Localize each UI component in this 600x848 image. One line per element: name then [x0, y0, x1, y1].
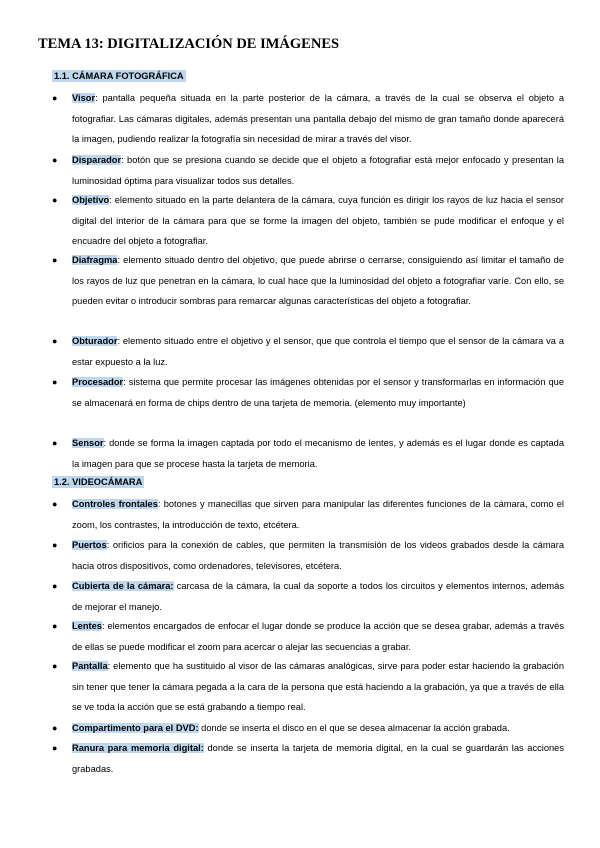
list-item	[52, 331, 564, 372]
item-description: donde se inserta la tarjeta de memoria digital, en la cual se guardarán las acciones grabadas.	[72, 743, 565, 774]
list-item	[52, 190, 564, 252]
term-label: Obturador	[72, 336, 118, 346]
bullet-icon: ●	[52, 540, 58, 550]
page-title: TEMA 13: DIGITALIZACIÓN DE IMÁGENES	[38, 36, 340, 52]
item-description: : donde se forma la imagen captada por todo el mecanismo de lentes, y además es el lugar donde es captada la imagen para que se procese hasta la tarjeta de memoria.	[72, 438, 564, 469]
bullet-icon: ●	[52, 743, 58, 753]
bullet-icon: ●	[52, 377, 58, 387]
item-description: : botón que se presiona cuando se decide que el objeto a fotografiar está mejor enfocado y presentan la luminosidad óptima para visualizar todos sus detalles.	[72, 155, 564, 186]
list-item	[52, 250, 564, 312]
bullet-icon: ●	[52, 499, 58, 509]
term-label: Procesador	[72, 377, 124, 387]
bullet-icon: ●	[52, 336, 58, 346]
bullet-icon: ●	[52, 93, 58, 103]
item-description: : elementos encargados de enfocar el lugar donde se produce la acción que se desea grabar, además a través de ellas se puede modificar el zoom para acercar o alejar las secuencias a grabar.	[72, 621, 564, 652]
term-label: Compartimento para el DVD:	[72, 723, 199, 733]
item-description: donde se inserta el disco en el que se desea almacenar la acción grabada.	[198, 723, 510, 733]
list-item	[52, 535, 564, 576]
item-description: : orificios para la conexión de cables, que permiten la transmisión de los videos grabados desde la cámara hacia otros dispositivos, como ordenadores, televisores, etcétera.	[72, 540, 564, 571]
bullet-icon: ●	[52, 255, 58, 265]
item-description: : sistema que permite procesar las imágenes obtenidas por el sensor y transformarlas en información que se almacenará en forma de chips dentro de una tarjeta de memoria. (elemento muy importante)	[72, 377, 564, 408]
list-item	[52, 494, 564, 535]
list-item	[52, 738, 564, 779]
list-item	[52, 433, 564, 474]
term-label: Cubierta de la cámara:	[72, 581, 174, 591]
list-item	[52, 372, 564, 413]
list-item	[52, 656, 564, 718]
item-description: : pantalla pequeña situada en la parte posterior de la cámara, a través de la cual se observa el objeto a fotografiar. Las cámaras digitales, además presentan una pantalla debajo del mismo de gran tamaño donde aparecerá la imagen, pudiendo realizar la fotografía sin necesidad de mirar a través del visor.	[72, 93, 564, 145]
term-label: Lentes	[72, 621, 102, 631]
term-label: Disparador	[72, 155, 122, 165]
item-description: carcasa de la cámara, la cual da soporte a todos los circuitos y elementos internos, además de mejorar el manejo.	[72, 581, 564, 612]
bullet-icon: ●	[52, 723, 58, 733]
bullet-icon: ●	[52, 581, 58, 591]
item-description: : elemento situado entre el objetivo y el sensor, que que controla el tiempo que el sensor de la cámara va a estar expuesto a la luz.	[72, 336, 564, 367]
term-label: Visor	[72, 93, 96, 103]
term-label: Pantalla	[72, 661, 108, 671]
bullet-icon: ●	[52, 438, 58, 448]
section-heading-camara: 1.1. CÁMARA FOTOGRÁFICA	[54, 71, 184, 81]
bullet-icon: ●	[52, 155, 58, 165]
term-label: Puertos	[72, 540, 107, 550]
list-item	[52, 576, 564, 617]
bullet-icon: ●	[52, 621, 58, 631]
term-label: Diafragma	[72, 255, 118, 265]
term-label: Ranura para memoria digital:	[72, 743, 204, 753]
list-item	[52, 150, 564, 191]
bullet-icon: ●	[52, 661, 58, 671]
list-item	[52, 616, 564, 657]
item-description: : elemento que ha sustituido al visor de las cámaras analógicas, sirve para poder estar haciendo la grabación sin tener que tener la cámara pegada a la cara de la persona que está haciendo a la grabación, ya que a través de ella se ve toda la acción que se está grabando a tiempo real.	[72, 661, 564, 713]
term-label: Sensor	[72, 438, 104, 448]
term-label: Controles frontales	[72, 499, 158, 509]
bullet-icon: ●	[52, 195, 58, 205]
section-heading-videocamara: 1.2. VIDEOCÁMARA	[54, 477, 143, 487]
item-description: : botones y manecillas que sirven para manipular las diferentes funciones de la cámara, como el zoom, los contrastes, la introducción de texto, etcétera.	[72, 499, 564, 530]
item-description: : elemento situado dentro del objetivo, que puede abrirse o cerrarse, consiguiendo así limitar el tamaño de los rayos de luz que penetran en la cámara, lo cual hace que la luminosidad del objeto a fotografiar varíe. Con ello, se pueden evitar o introducir sombras para remarcar algunas características del objeto a fotografiar.	[72, 255, 564, 307]
list-item	[52, 88, 564, 150]
item-description: : elemento situado en la parte delantera de la cámara, cuya función es dirigir los rayos de luz hacia el sensor digital del interior de la cámara para que se forme la imagen del objeto, también se pude modificar el enfoque y el encuadre del objeto a fotografiar.	[72, 195, 564, 247]
list-item	[52, 718, 564, 739]
term-label: Objetivo	[72, 195, 110, 205]
